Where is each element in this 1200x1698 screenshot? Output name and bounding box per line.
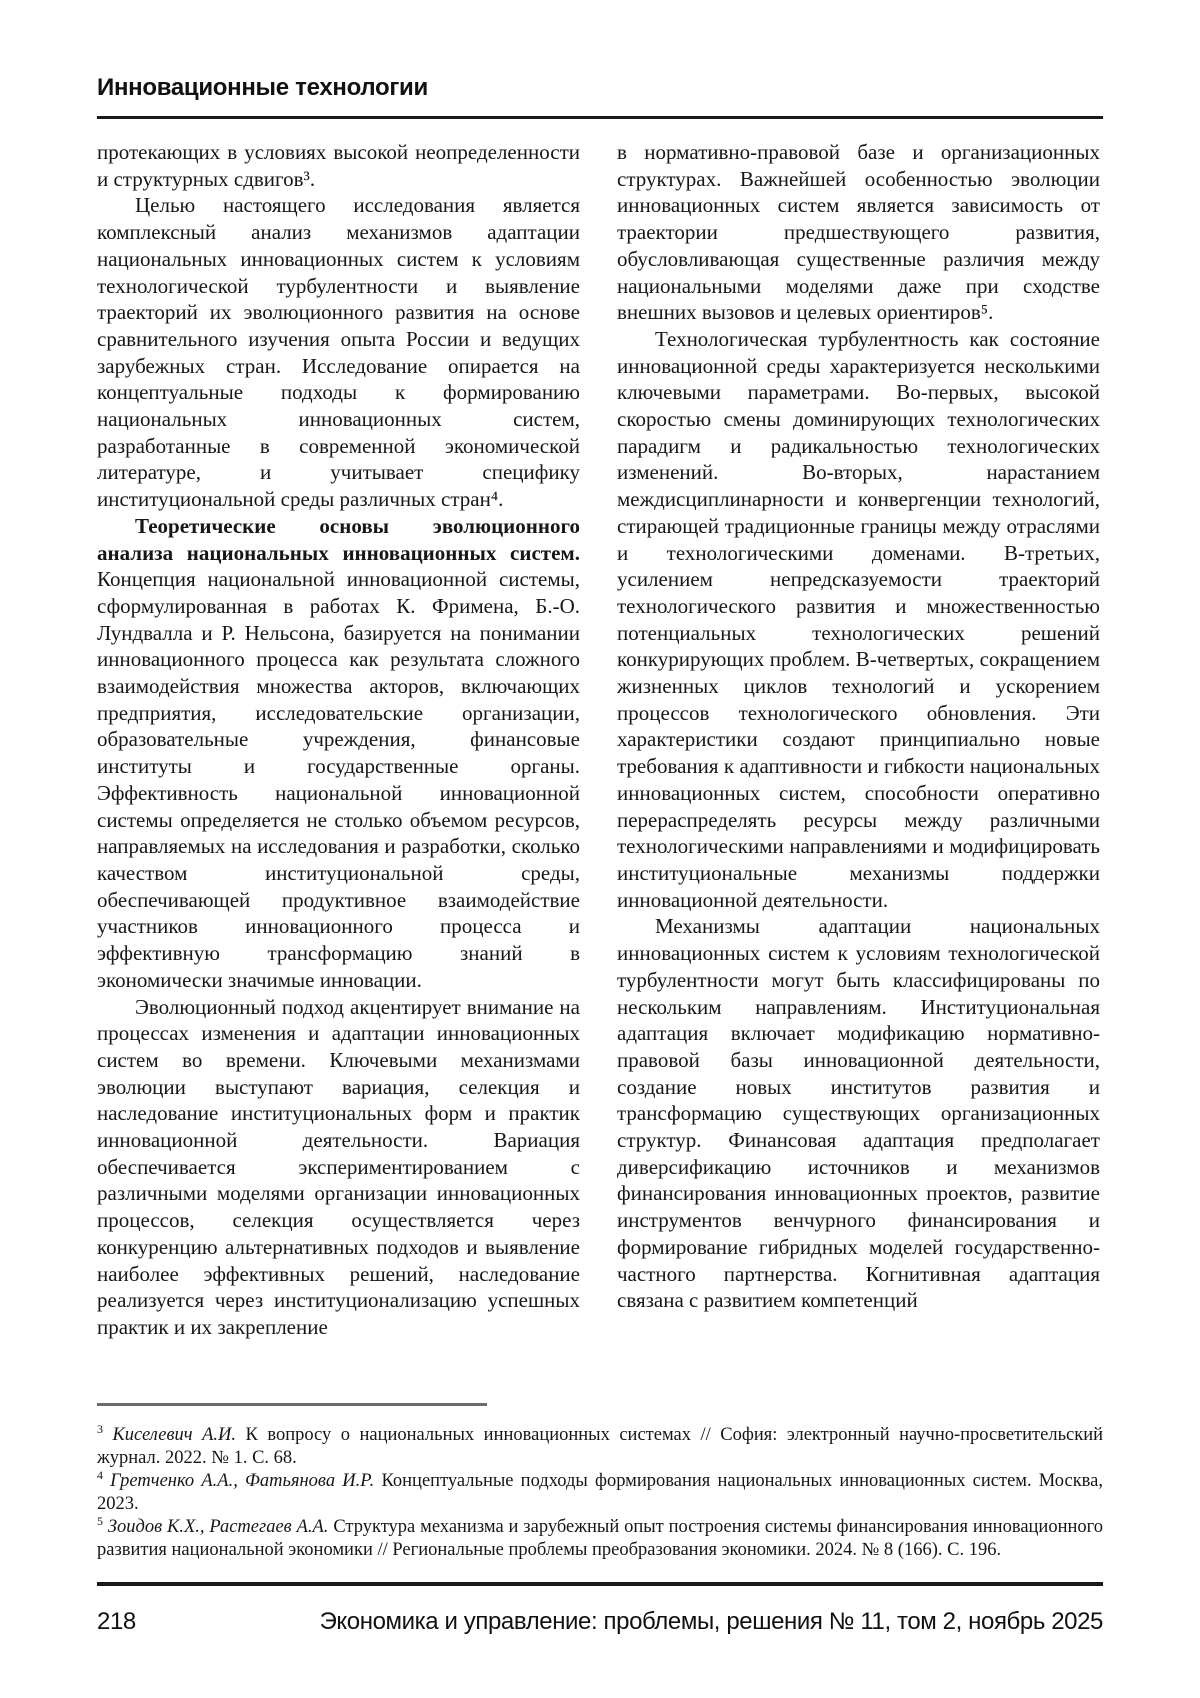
- paragraph-adaptation: Механизмы адаптации национальных инновационных систем к условиям технологической турбулентности могут быть классифицированы по нескольким направлениям. Институциональная адаптация включает модификацию нормативно-правовой базы инновационной деятельности, создание новых институтов развития и трансформацию существующих организационных структур. Финансовая адаптация предполагает диверсификацию источников и механизмов финансирования инновационных проектов, развитие инструментов венчурного финансирования и формирование гибридных моделей государственно-частного партнерства. Когнитивная адаптация связана с развитием компетенций: [617, 914, 1100, 1313]
- journal-title-line: Экономика и управление: проблемы, решения № 11, том 2, ноябрь 2025: [319, 1608, 1103, 1635]
- paragraph-continuation: протекающих в условиях высокой неопределенности и структурных сдвигов³.: [97, 140, 580, 191]
- footnote-authors: Зоидов К.Х., Растегаев А.А.: [107, 1517, 329, 1537]
- footnote-marker: 5: [97, 1513, 103, 1528]
- footnote-separator: [97, 1403, 487, 1406]
- left-column: [97, 139, 580, 1341]
- footnote-marker: 3: [97, 1421, 103, 1436]
- footnote-3: [97, 1421, 1104, 1470]
- footnote-text: Структура механизма и зарубежный опыт построения системы финансирования инновационного развития национальной экономики // Региональные проблемы преобразования экономики. 2024. № 8 (166). С. 196.: [97, 1517, 1104, 1560]
- paragraph-evolutionary: Эволюционный подход акцентирует внимание на процессах изменения и адаптации инновационных систем во времени. Ключевыми механизмами эволюции выступают вариация, селекция и наследование институциональных форм и практик инновационной деятельности. Вариация обеспечивается экспериментированием с различными моделями организации инновационных процессов, селекция осуществляется через конкуренцию альтернативных подходов и выявление наиболее эффективных решений, наследование реализуется через институционализацию успешных практик и их закрепление: [97, 994, 580, 1339]
- subsection-title: Теоретические основы эволюционного анализа национальных инновационных систем.: [97, 513, 580, 565]
- footnote-4: [97, 1467, 1104, 1516]
- footer-rule: [97, 1582, 1103, 1586]
- paragraph-turbulence: Технологическая турбулентность как состояние инновационной среды характеризуется несколькими ключевыми параметрами. Во-первых, высокой скоростью смены доминирующих технологических парадигм и радикальностью технологических изменений. Во-вторых, нарастанием междисциплинарности и конвергенции технологий, стирающей традиционные границы между отраслями и технологическими доменами. В-третьих, усилением непредсказуемости траекторий технологического развития и множественностью потенциальных технологических решений конкурирующих проблем. В-четвертых, сокращением жизненных циклов технологий и ускорением процессов технологического обновления. Эти характеристики создают принципиально новые требования к адаптивности и гибкости национальных инновационных систем, способности оперативно перераспределять ресурсы между различными технологическими направлениями и модифицировать институциональные механизмы поддержки инновационной деятельности.: [617, 326, 1100, 912]
- right-column: [617, 139, 1100, 1341]
- paragraph-theory: [97, 513, 580, 994]
- footnote-marker: 4: [97, 1467, 103, 1482]
- footnote-text: К вопросу о национальных инновационных системах // София: электронный научно-просветительский журнал. 2022. № 1. С. 68.: [97, 1425, 1104, 1468]
- page-number: 218: [97, 1608, 136, 1635]
- header-rule: [97, 116, 1103, 119]
- paragraph-text: Концепция национальной инновационной системы, сформулированная в работах К. Фримена, Б.-О. Лундвалла и Р. Нельсона, базируется на понимании инновационного процесса как результата сложного взаимодействия множества акторов, включающих предприятия, исследовательские организации, образовательные учреждения, финансовые институты и государственные органы. Эффективность национальной инновационной системы определяется не столько объемом ресурсов, направляемых на исследования и разработки, сколько качеством институциональной среды, обеспечивающей продуктивное взаимодействие участников инновационного процесса и эффективную трансформацию знаний в экономически значимые инновации.: [97, 567, 580, 992]
- page-footer: [97, 1608, 1103, 1636]
- paragraph-goal: Целью настоящего исследования является комплексный анализ механизмов адаптации национальных инновационных систем к условиям технологической турбулентности и выявление траекторий их эволюционного развития на основе сравнительного изучения опыта России и ведущих зарубежных стран. Исследование опирается на концептуальные подходы к формированию национальных инновационных систем, разработанные в современной экономической литературе, и учитывает специфику институциональной среды различных стран⁴.: [97, 193, 580, 512]
- paragraph-continuation: в нормативно-правовой базе и организационных структурах. Важнейшей особенностью эволюции инновационных систем является зависимость от траектории предшествующего развития, обусловливающая существенные различия между национальными моделями даже при сходстве внешних вызовов и целевых ориентиров⁵.: [617, 140, 1100, 325]
- page-bottom: [97, 1403, 1103, 1636]
- footnote-5: [97, 1513, 1104, 1562]
- section-header: Инновационные технологии: [97, 74, 428, 101]
- footnote-text: Концептуальные подходы формирования национальных инновационных систем. Москва, 2023.: [97, 1471, 1104, 1514]
- article-body: [97, 139, 1103, 1341]
- footnote-authors: Киселевич А.И.: [112, 1425, 236, 1445]
- footnote-authors: Гретченко А.А., Фатьянова И.Р.: [110, 1471, 375, 1491]
